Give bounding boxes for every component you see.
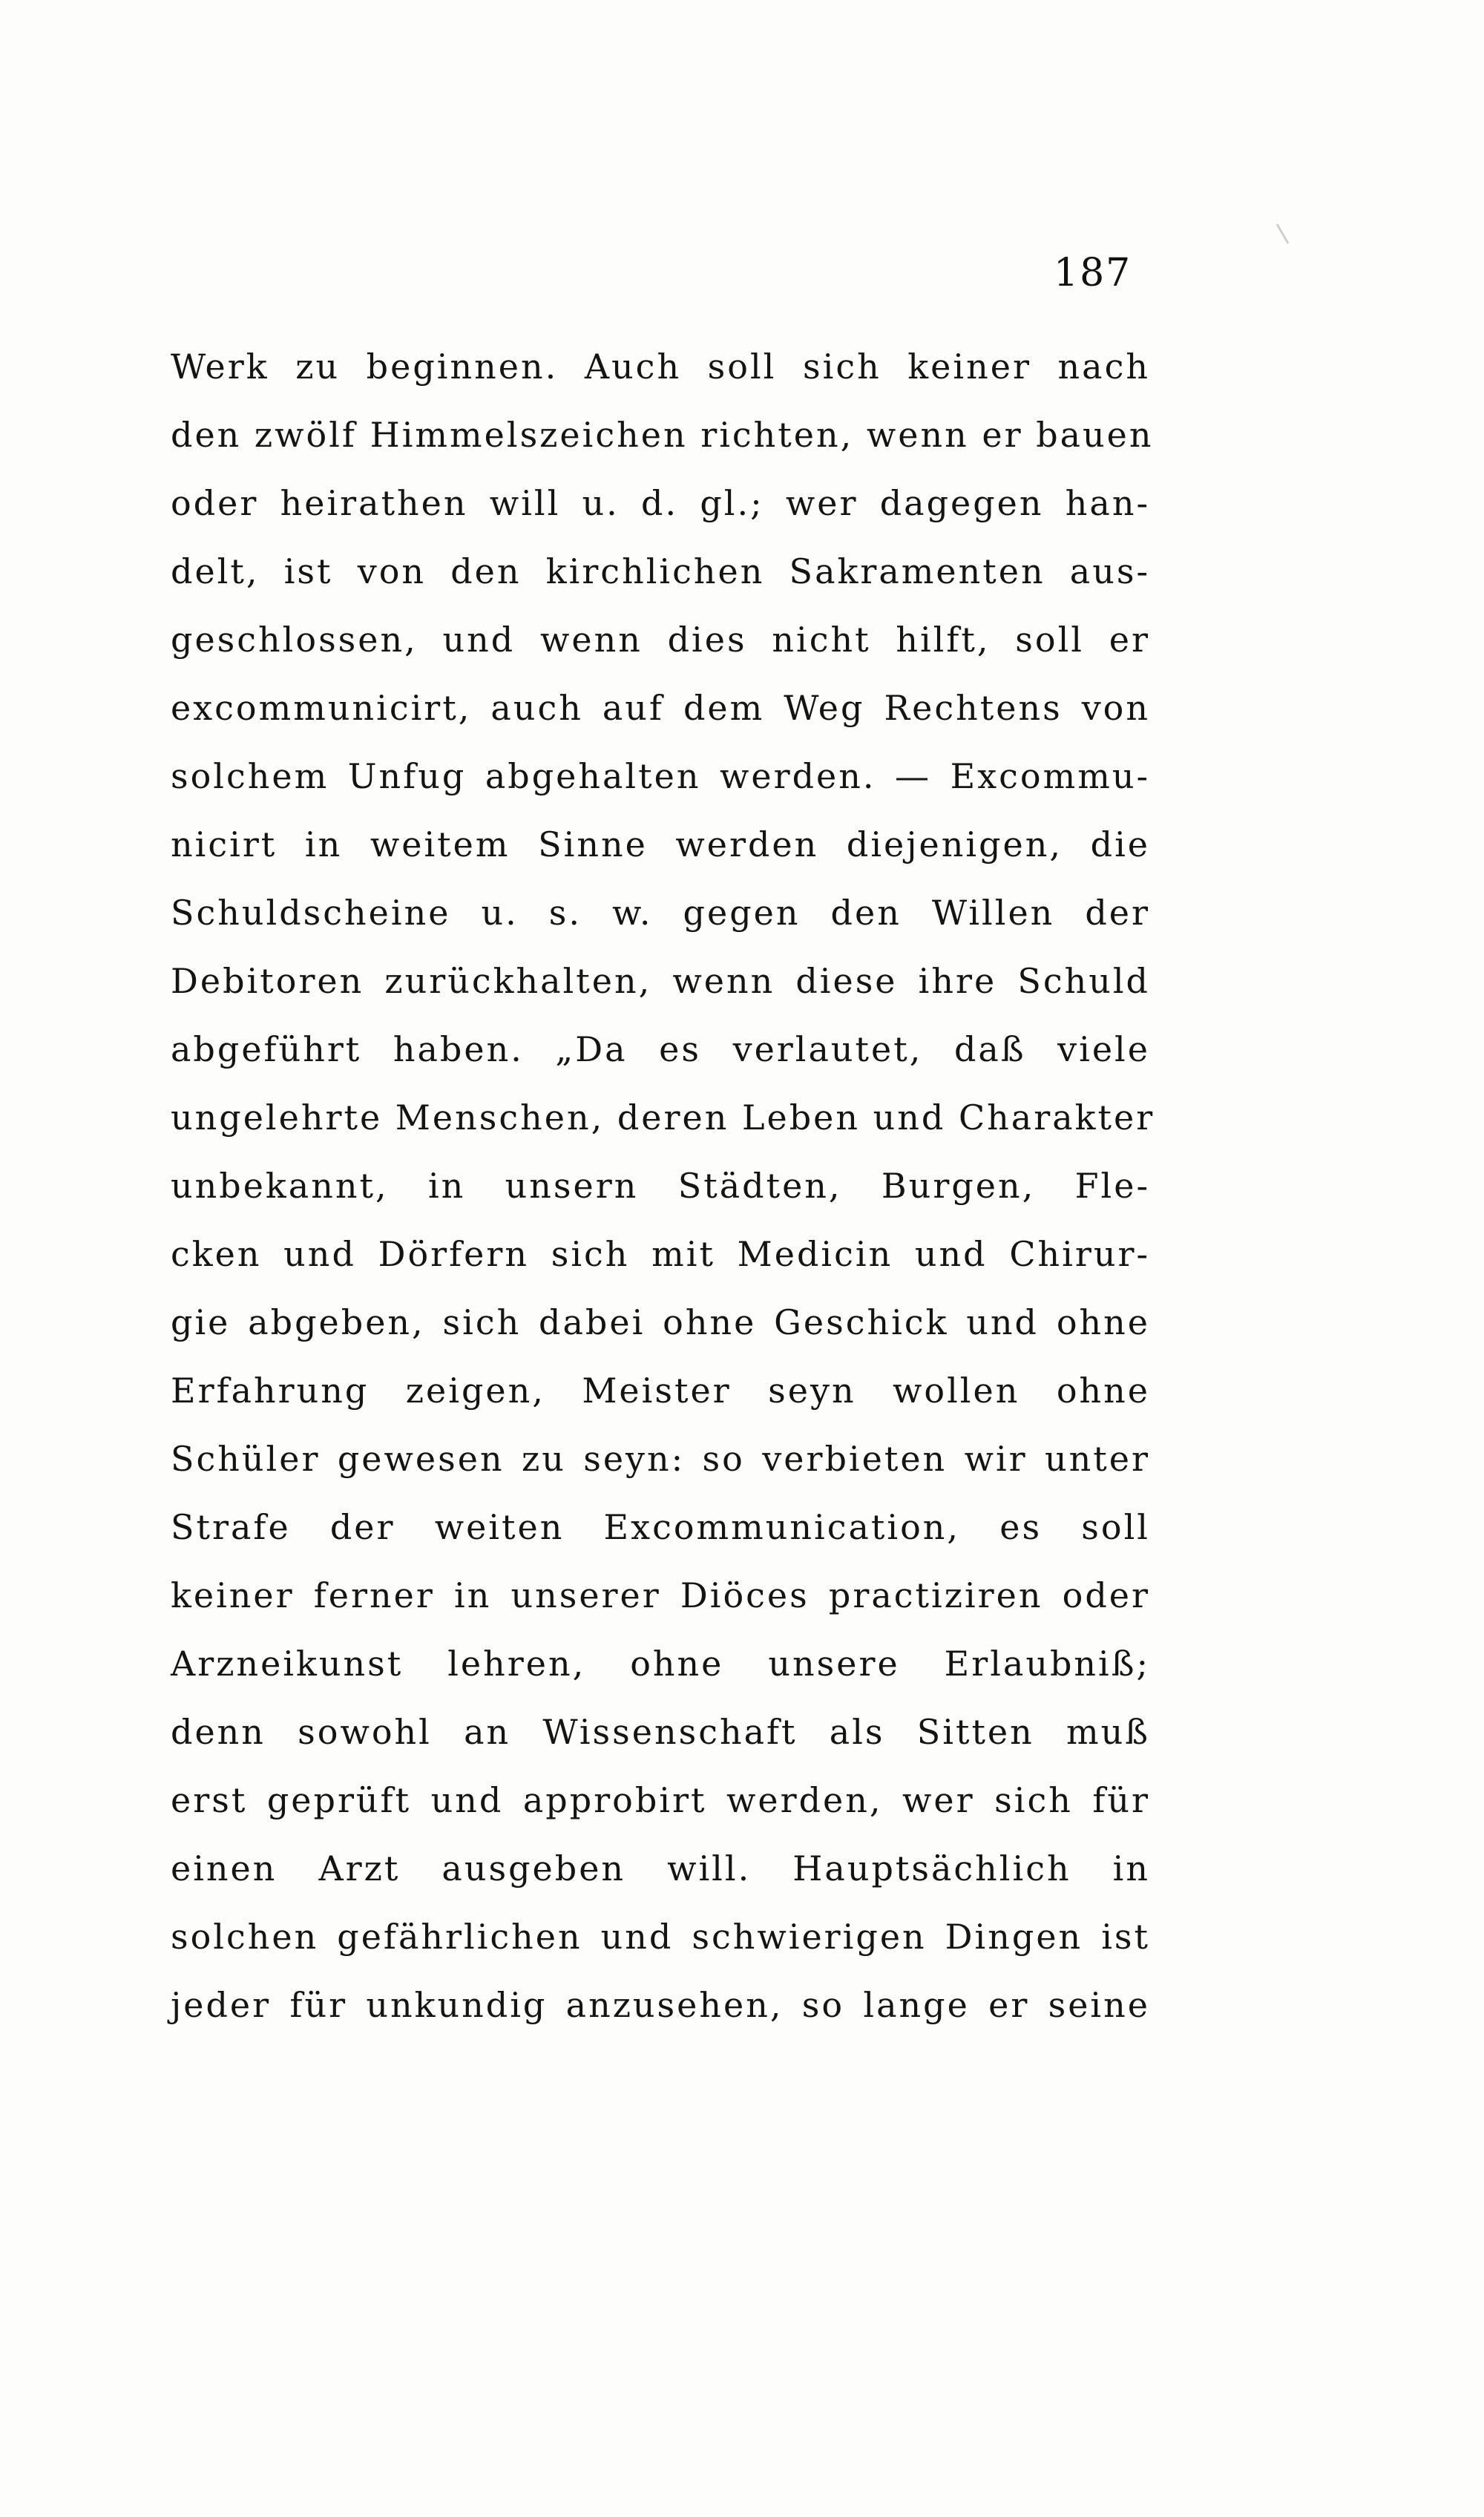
text-line-18: Strafe der weiten Excommunication, es soll <box>171 1507 1150 1547</box>
text-line-6: excommunicirt, auch auf dem Weg Rechtens von <box>171 688 1150 728</box>
text-line-14: cken und Dörfern sich mit Medicin und Chirur- <box>171 1234 1150 1274</box>
text-line-13: unbekannt, in unsern Städten, Burgen, Fle- <box>171 1166 1150 1206</box>
text-line-2: den zwölf Himmelszeichen richten, wenn er bauen <box>171 415 1154 455</box>
text-line-12: ungelehrte Menschen, deren Leben und Charakter <box>171 1097 1155 1138</box>
text-line-9: Schuldscheine u. s. w. gegen den Willen der <box>171 893 1150 933</box>
text-line-21: denn sowohl an Wissenschaft als Sitten muß <box>171 1712 1150 1752</box>
text-line-11: abgeführt haben. „Da es verlautet, daß viele <box>171 1029 1150 1069</box>
text-line-16: Erfahrung zeigen, Meister seyn wollen ohne <box>171 1371 1150 1411</box>
text-line-3: oder heirathen will u. d. gl.; wer dagegen han- <box>171 483 1150 523</box>
text-line-15: gie abgeben, sich dabei ohne Geschick und ohne <box>171 1302 1150 1342</box>
text-line-23: einen Arzt ausgeben will. Hauptsächlich in <box>171 1848 1150 1888</box>
text-line-5: geschlossen, und wenn dies nicht hilft, soll er <box>171 620 1150 660</box>
text-line-7: solchem Unfug abgehalten werden. — Excommu- <box>171 756 1150 796</box>
scan-mark <box>1276 223 1290 243</box>
text-line-19: keiner ferner in unserer Diöces practiziren oder <box>171 1575 1150 1615</box>
text-line-4: delt, ist von den kirchlichen Sakramenten aus- <box>171 551 1150 591</box>
text-line-22: erst geprüft und approbirt werden, wer sich für <box>171 1780 1150 1820</box>
text-line-25: jeder für unkundig anzusehen, so lange er seine <box>171 1985 1150 2025</box>
body-text <box>171 332 1155 2039</box>
text-line-10: Debitoren zurückhalten, wenn diese ihre Schuld <box>171 961 1150 1001</box>
text-line-8: nicirt in weitem Sinne werden diejenigen, die <box>171 824 1150 864</box>
text-line-17: Schüler gewesen zu seyn: so verbieten wir unter <box>171 1439 1150 1479</box>
text-line-20: Arzneikunst lehren, ohne unsere Erlaubniß; <box>171 1644 1150 1684</box>
text-line-1: Werk zu beginnen. Auch soll sich keiner nach <box>171 347 1150 387</box>
page-number: 187 <box>1054 251 1132 295</box>
text-line-24: solchen gefährlichen und schwierigen Dingen ist <box>171 1917 1150 1957</box>
